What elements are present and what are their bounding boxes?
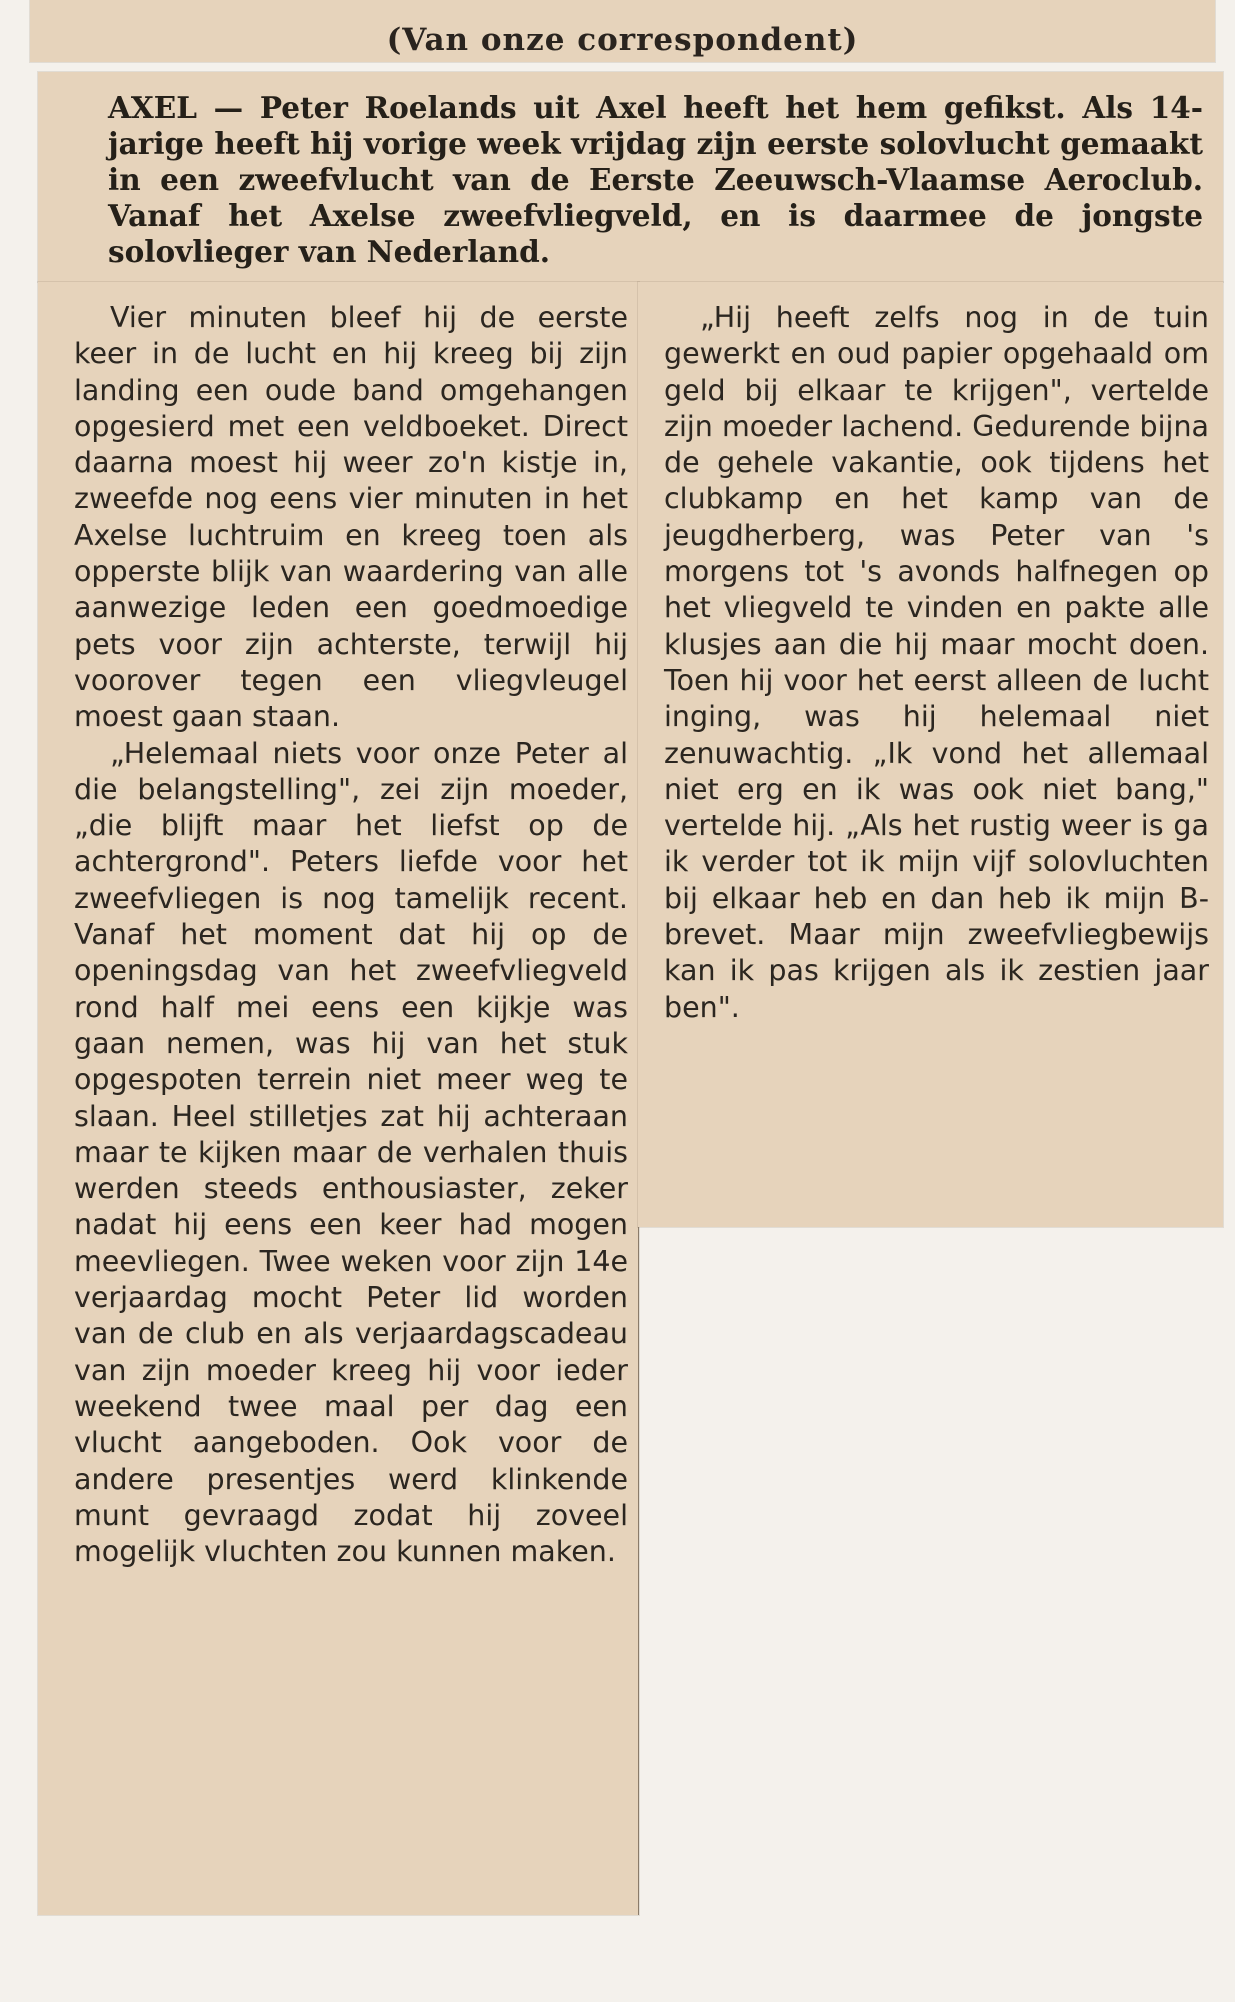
left-column [38, 282, 639, 1915]
left-paragraph-2: „Helemaal niets voor onze Peter al die belangstelling", zei zijn moeder, „die blijft maar het liefst op de achtergrond". Peters liefde voor het zweefvliegen is nog tamelijk recent. Vanaf het moment dat hij op de openingsdag van het zweefvliegveld rond half mei eens een kijkje was gaan nemen, was hij van het stuk opgespoten terrein niet meer weg te slaan. Heel stilletjes zat hij achteraan maar te kijken maar de verhalen thuis werden steeds enthousiaster, zeker nadat hij eens een keer had mogen meevliegen. Twee weken voor zijn 14e verjaardag mocht Peter lid worden van de club en als verjaardagscadeau van zijn moeder kreeg hij voor ieder weekend twee maal per dag een vlucht aangeboden. Ook voor de andere presentjes werd klinkende munt gevraagd zodat hij zoveel mogelijk vluchten zou kunnen maken. [74, 736, 628, 1569]
lead-block [38, 72, 1223, 282]
right-column [638, 282, 1223, 1227]
lead-paragraph: AXEL — Peter Roelands uit Axel heeft het hem gefikst. Als 14-jarige heeft hij vorige week vrijdag zijn eerste solovlucht gemaakt in een zweefvlucht van de Eerste Zeeuwsch-Vlaamse Aeroclub. Vanaf het Axelse zweefvliegveld, en is daarmee de jongste solovlieger van Nederland. [108, 90, 1203, 269]
left-paragraph-1: Vier minuten bleef hij de eerste keer in de lucht en hij kreeg bij zijn landing een oude band omgehangen opgesierd met een veldboeket. Direct daarna moest hij weer zo'n kistje in, zweefde nog eens vier minuten in het Axelse luchtruim en kreeg toen als opperste blijk van waardering van alle aanwezige leden een goedmoedige pets voor zijn achterste, terwijl hij voorover tegen een vliegvleugel moest gaan staan. [74, 301, 628, 734]
byline: (Van onze correspondent) [386, 22, 859, 58]
right-paragraph-1: „Hij heeft zelfs nog in de tuin gewerkt en oud papier opgehaald om geld bij elkaar te krijgen", vertelde zijn moeder lachend. Gedurende bijna de gehele vakantie, ook tijdens het clubkamp en het kamp van de jeugdherberg, was Peter van 's morgens tot 's avonds halfnegen op het vliegveld te vinden en pakte alle klusjes aan die hij maar mocht doen. Toen hij voor het eerst alleen de lucht inging, was hij helemaal niet zenuwachtig. „Ik vond het allemaal niet erg en ik was ook niet bang," vertelde hij. „Als het rustig weer is ga ik verder tot ik mijn vijf solovluchten bij elkaar heb en dan heb ik mijn B-brevet. Maar mijn zweefvliegbewijs kan ik pas krijgen als ik zestien jaar ben". [664, 301, 1209, 1024]
top-clipping [30, 0, 1215, 62]
